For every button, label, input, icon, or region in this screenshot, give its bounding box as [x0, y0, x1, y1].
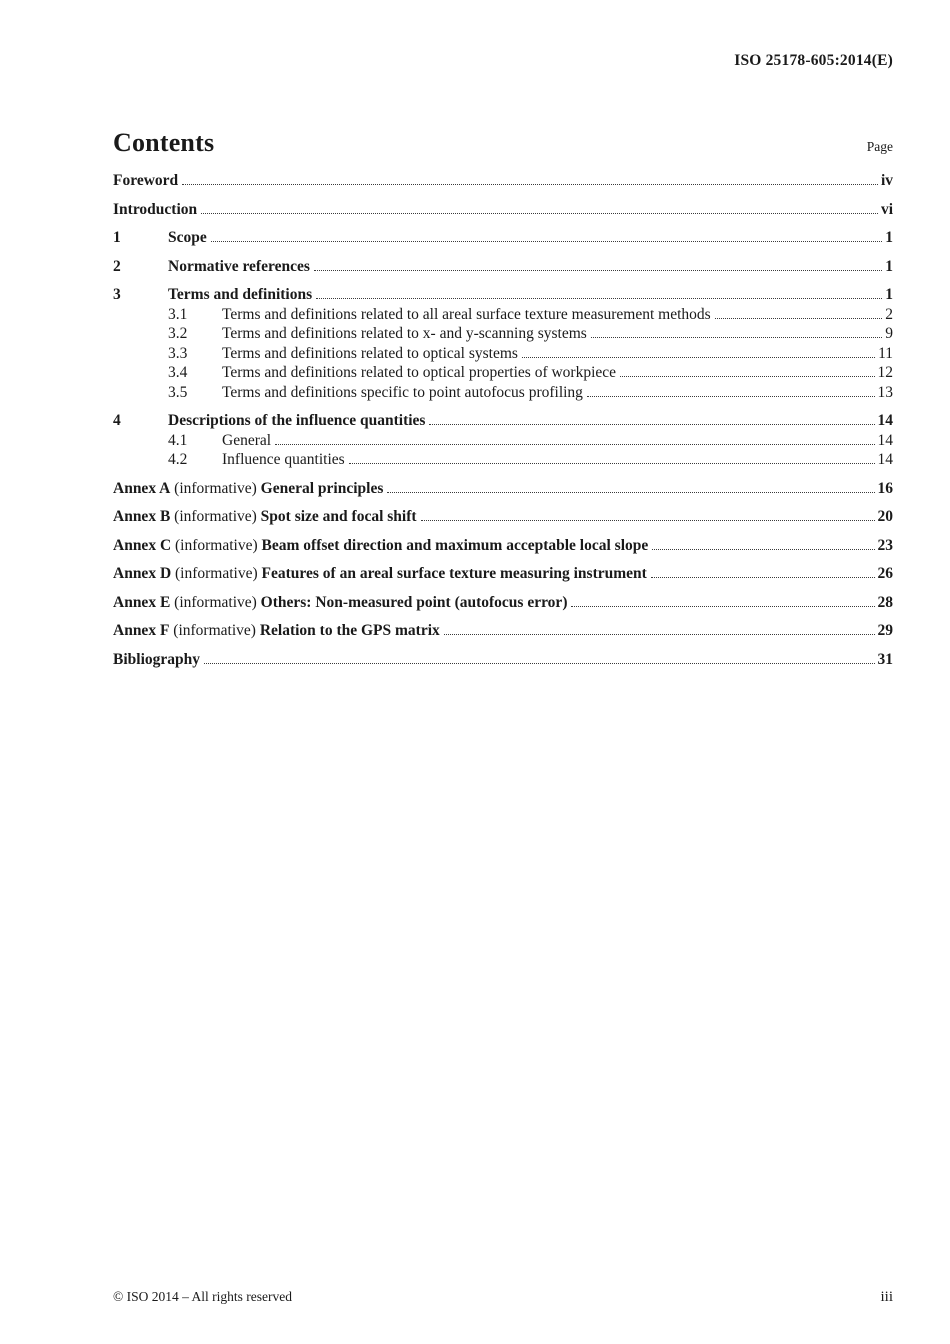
- toc-entry-number: 1: [113, 229, 121, 246]
- dot-leader: [591, 337, 882, 338]
- dot-leader: [652, 549, 874, 550]
- toc-label-segment-bold: Annex A: [113, 479, 171, 497]
- toc-entry-page: 14: [877, 412, 893, 429]
- toc-label-segment-bold: Spot size and focal shift: [260, 508, 417, 525]
- toc-entry-page: 14: [877, 451, 893, 468]
- dot-leader: [211, 241, 883, 242]
- toc-label-segment-bold: Normative references: [168, 257, 310, 275]
- toc-entry-number: 4.1: [168, 431, 188, 449]
- toc-entry-page: 1: [885, 286, 893, 303]
- toc-entry-page: 16: [877, 479, 893, 497]
- toc-entry-label: [168, 285, 312, 305]
- page-column-label: Page: [866, 139, 893, 154]
- dot-leader: [429, 424, 874, 425]
- toc-entry: [113, 564, 893, 584]
- toc-entry-number: 2: [113, 257, 121, 275]
- toc-entry: [113, 200, 893, 220]
- toc-label-segment-bold: Bibliography: [113, 650, 200, 668]
- toc-label-segment: Terms and definitions related to all areal surface texture measurement methods: [222, 305, 711, 323]
- toc-entry: [113, 305, 893, 325]
- toc-label-segment-bold: Annex D: [113, 565, 172, 582]
- toc-label-segment-bold: Annex C: [113, 536, 172, 554]
- toc-entry-number: 3.5: [168, 383, 188, 401]
- toc-entry-page: iv: [880, 172, 893, 189]
- toc-entry-page: 28: [877, 593, 893, 611]
- dot-leader: [715, 318, 883, 319]
- toc-entry-page: 26: [877, 565, 893, 582]
- toc-label-segment-bold: Foreword: [113, 172, 179, 189]
- toc-entry-label: [113, 593, 567, 613]
- contents-title-row: [113, 128, 893, 158]
- toc-entry-label: [168, 228, 207, 248]
- toc-entry-number: 4.2: [168, 451, 188, 468]
- toc-entry: [113, 324, 893, 344]
- toc-entry-label: [222, 344, 518, 364]
- dot-leader: [444, 634, 875, 635]
- toc-label-segment: (informative): [171, 565, 262, 582]
- dot-leader: [314, 270, 882, 271]
- toc-entry: [113, 411, 893, 431]
- dot-leader: [587, 396, 875, 397]
- toc-entry-label: [222, 305, 711, 325]
- toc-entry: [113, 344, 893, 364]
- toc-label-segment-bold: Others: Non-measured point (autofocus error): [260, 593, 568, 611]
- toc-entry-page: vi: [880, 200, 893, 218]
- toc-entry-page: 13: [877, 383, 893, 401]
- toc-label-segment: (informative): [170, 593, 261, 611]
- toc-label-segment: General: [222, 431, 272, 449]
- toc-entry: [113, 479, 893, 499]
- dot-leader: [651, 577, 875, 578]
- dot-leader: [620, 376, 874, 377]
- toc-entry: [113, 593, 893, 613]
- toc-label-segment-bold: General principles: [260, 479, 384, 497]
- toc-entry: [113, 171, 893, 191]
- toc-entry: [113, 363, 893, 383]
- toc-label-segment-bold: Terms and definitions: [168, 286, 313, 303]
- page-content: [0, 0, 950, 669]
- toc-entry-number: 3.2: [168, 325, 188, 342]
- toc-entry-label: [113, 564, 647, 584]
- toc-label-segment: Terms and definitions related to optical properties of workpiece: [222, 364, 617, 381]
- dot-leader: [349, 463, 875, 464]
- toc-entry-label: [222, 450, 345, 470]
- toc-entry-number: 4: [113, 412, 121, 429]
- folio-page-number: iii: [880, 1289, 893, 1305]
- toc-entry-label: [113, 536, 648, 556]
- page-footer: [113, 1289, 893, 1306]
- toc-entry-label: [168, 411, 425, 431]
- document-code-header: ISO 25178-605:2014(E): [734, 52, 893, 69]
- toc-entry-label: [113, 479, 383, 499]
- dot-leader: [387, 492, 874, 493]
- toc-entry: [113, 257, 893, 277]
- dot-leader: [421, 520, 875, 521]
- toc-entry-page: 29: [877, 622, 893, 639]
- toc-entry-number: 3.3: [168, 344, 188, 362]
- toc-entry-page: 20: [877, 508, 893, 525]
- dot-leader: [201, 213, 878, 214]
- copyright-notice: © ISO 2014 – All rights reserved: [113, 1289, 292, 1304]
- dot-leader: [204, 663, 875, 664]
- toc-label-segment-bold: Descriptions of the influence quantities: [168, 412, 426, 429]
- toc-entry-label: [113, 650, 200, 670]
- dot-leader: [522, 357, 875, 358]
- toc-entry-label: [222, 431, 271, 451]
- toc-entry-label: [222, 383, 583, 403]
- toc-entry-page: 23: [877, 536, 893, 554]
- toc-entry: [113, 621, 893, 641]
- toc-entry-number: 3.1: [168, 305, 188, 323]
- toc-entry: [113, 228, 893, 248]
- toc-label-segment: (informative): [170, 508, 261, 525]
- toc-label-segment: Terms and definitions related to optical systems: [222, 344, 518, 362]
- toc-entry: [113, 383, 893, 403]
- toc-entry-page: 1: [885, 257, 893, 275]
- dot-leader: [571, 606, 874, 607]
- dot-leader: [316, 298, 882, 299]
- toc-label-segment-bold: Features of an areal surface texture measuring instrument: [261, 565, 647, 582]
- toc-label-segment: Terms and definitions specific to point autofocus profiling: [222, 383, 583, 401]
- toc-label-segment-bold: Relation to the GPS matrix: [259, 622, 440, 639]
- toc-list: [113, 171, 893, 669]
- toc-entry-page: 14: [877, 431, 893, 449]
- toc-entry-label: [113, 507, 417, 527]
- toc-label-segment-bold: Annex F: [113, 622, 170, 639]
- toc-entry-number: 3.4: [168, 364, 188, 381]
- toc-entry-label: [113, 200, 197, 220]
- toc-entry: [113, 650, 893, 670]
- toc-label-segment: Terms and definitions related to x- and y-scanning systems: [222, 325, 587, 342]
- page-title: Contents: [113, 128, 215, 157]
- toc-entry-label: [113, 171, 178, 191]
- toc-entry: [113, 536, 893, 556]
- toc-entry-label: [222, 363, 616, 383]
- toc-entry-label: [168, 257, 310, 277]
- toc-entry: [113, 507, 893, 527]
- toc-label-segment-bold: Annex B: [113, 508, 171, 525]
- dot-leader: [275, 444, 874, 445]
- dot-leader: [182, 184, 878, 185]
- toc-label-segment: (informative): [171, 536, 262, 554]
- toc-label-segment: Influence quantities: [222, 451, 345, 468]
- toc-entry-page: 9: [885, 325, 893, 342]
- toc-label-segment: (informative): [169, 622, 260, 639]
- toc-label-segment-bold: Annex E: [113, 593, 171, 611]
- toc-label-segment-bold: Scope: [168, 229, 207, 246]
- toc-entry: [113, 285, 893, 305]
- toc-label-segment-bold: Beam offset direction and maximum acceptable local slope: [261, 536, 649, 554]
- toc-entry: [113, 431, 893, 451]
- toc-entry-page: 12: [877, 364, 893, 381]
- toc-label-segment-bold: Introduction: [113, 200, 198, 218]
- toc-entry: [113, 450, 893, 470]
- toc-label-segment: (informative): [170, 479, 261, 497]
- toc-entry-label: [113, 621, 440, 641]
- toc-entry-page: 1: [885, 229, 893, 246]
- toc-entry-page: 2: [885, 305, 893, 323]
- toc-entry-page: 31: [877, 650, 893, 668]
- toc-entry-label: [222, 324, 587, 344]
- toc-entry-page: 11: [878, 344, 893, 362]
- toc-entry-number: 3: [113, 286, 121, 303]
